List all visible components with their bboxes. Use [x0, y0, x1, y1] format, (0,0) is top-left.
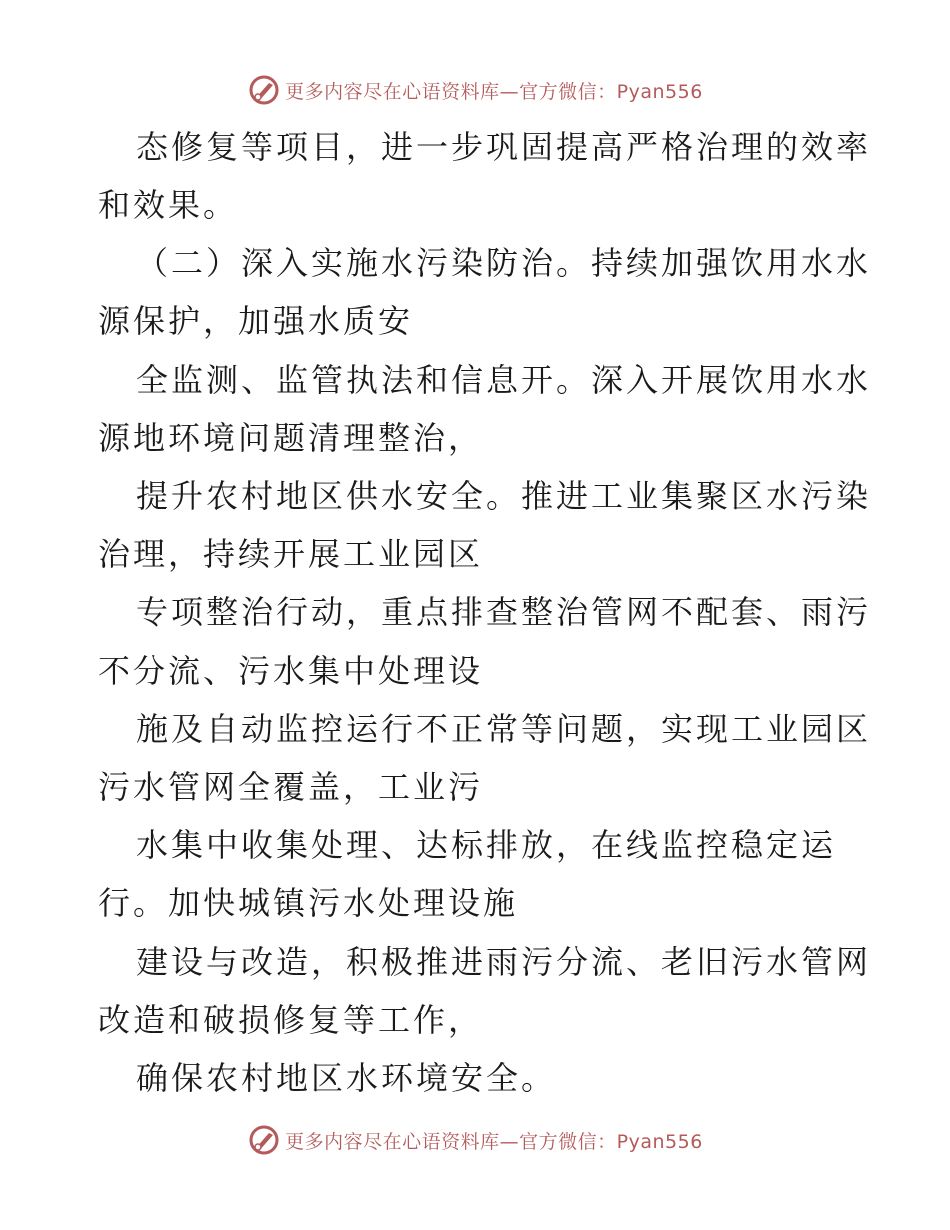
- paragraph-line: 水集中收集处理、达标排放，在线监控稳定运: [136, 826, 837, 864]
- paragraph-line: 全监测、监管执法和信息开。深入开展饮用水水: [136, 361, 872, 399]
- paragraph-line: 和效果。: [98, 186, 239, 224]
- paragraph-line: 确保农村地区水环境安全。: [136, 1059, 557, 1097]
- paragraph-line: （二）深入实施水污染防治。持续加强饮用水水: [136, 244, 872, 282]
- footer-watermark: [0, 1120, 950, 1160]
- paragraph-line: 行。加快城镇污水处理设施: [98, 884, 519, 922]
- paragraph-line: 源保护，加强水质安: [98, 302, 414, 340]
- watermark-text: 更多内容尽在心语资料库—官方微信：Pyan556: [285, 80, 703, 103]
- paragraph-line: 改造和破损修复等工作，: [98, 1001, 484, 1039]
- paragraph-line: 态修复等项目，进一步巩固提高严格治理的效率: [136, 128, 872, 166]
- paragraph-line: 提升农村地区供水安全。推进工业集聚区水污染: [136, 477, 872, 515]
- paragraph-line: 施及自动监控运行不正常等问题，实现工业园区: [136, 710, 872, 748]
- paragraph-line: 专项整治行动，重点排查整治管网不配套、雨污: [136, 593, 872, 631]
- watermark-text: 更多内容尽在心语资料库—官方微信：Pyan556: [285, 1130, 703, 1153]
- paragraph-line: 建设与改造，积极推进雨污分流、老旧污水管网: [136, 943, 872, 981]
- pen-seal-logo-icon: [247, 1123, 281, 1157]
- paragraph-line: 不分流、污水集中处理设: [98, 652, 484, 690]
- paragraph-line: 治理，持续开展工业园区: [98, 535, 484, 573]
- paragraph-line: 源地环境问题清理整治，: [98, 419, 484, 457]
- paragraph-line: 污水管网全覆盖，工业污: [98, 768, 484, 806]
